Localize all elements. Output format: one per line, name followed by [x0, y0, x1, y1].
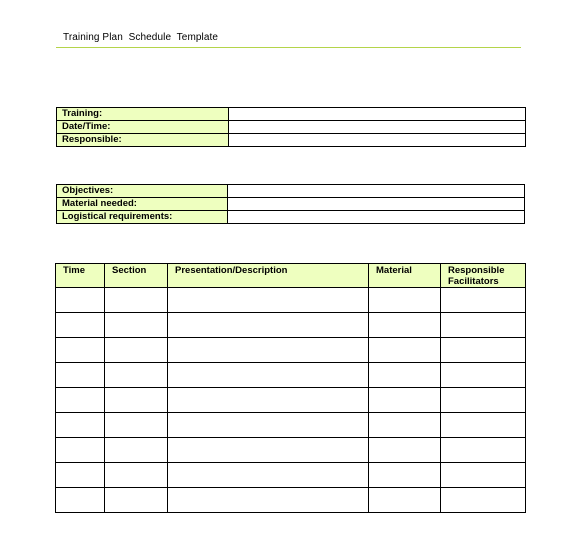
material-cell[interactable]	[369, 438, 441, 463]
responsible-label: Responsible:	[57, 134, 229, 147]
table-row	[56, 313, 526, 338]
material-cell[interactable]	[369, 338, 441, 363]
time-cell[interactable]	[56, 363, 105, 388]
table-row	[56, 463, 526, 488]
presentation-description-cell[interactable]	[168, 338, 369, 363]
section-cell[interactable]	[105, 288, 168, 313]
responsible-facilitators-cell[interactable]	[441, 413, 526, 438]
time-cell[interactable]	[56, 488, 105, 513]
presentation-description-cell[interactable]	[168, 488, 369, 513]
material-needed-field[interactable]	[228, 198, 525, 211]
responsible-facilitators-cell[interactable]	[441, 288, 526, 313]
table-row	[56, 388, 526, 413]
table-row	[56, 288, 526, 313]
table-row	[57, 134, 526, 147]
time-cell[interactable]	[56, 388, 105, 413]
presentation-description-cell[interactable]	[168, 388, 369, 413]
title-underline	[56, 47, 521, 48]
table-row	[57, 121, 526, 134]
table-row	[56, 488, 526, 513]
table-row	[56, 363, 526, 388]
table-row	[57, 108, 526, 121]
section-cell[interactable]	[105, 438, 168, 463]
material-cell[interactable]	[369, 413, 441, 438]
presentation-description-cell[interactable]	[168, 438, 369, 463]
presentation-description-cell[interactable]	[168, 313, 369, 338]
table-row	[57, 198, 525, 211]
table-row	[57, 211, 525, 224]
table-row	[57, 185, 525, 198]
section-cell[interactable]	[105, 413, 168, 438]
section-cell[interactable]	[105, 338, 168, 363]
time-cell[interactable]	[56, 438, 105, 463]
objectives-label: Objectives:	[57, 185, 228, 198]
responsible-facilitators-cell[interactable]	[441, 313, 526, 338]
presentation-description-cell[interactable]	[168, 363, 369, 388]
material-cell[interactable]	[369, 463, 441, 488]
material-cell[interactable]	[369, 488, 441, 513]
section-cell[interactable]	[105, 388, 168, 413]
column-header-responsible-facilitators: Responsible Facilitators	[441, 264, 526, 288]
table-row	[56, 413, 526, 438]
objectives-field[interactable]	[228, 185, 525, 198]
time-cell[interactable]	[56, 338, 105, 363]
training-info-table	[56, 107, 526, 147]
responsible-field[interactable]	[229, 134, 526, 147]
material-needed-label: Material needed:	[57, 198, 228, 211]
responsible-facilitators-cell[interactable]	[441, 363, 526, 388]
presentation-description-cell[interactable]	[168, 288, 369, 313]
responsible-facilitators-cell[interactable]	[441, 463, 526, 488]
responsible-facilitators-cell[interactable]	[441, 488, 526, 513]
date-time-label: Date/Time:	[57, 121, 229, 134]
responsible-facilitators-cell[interactable]	[441, 338, 526, 363]
time-cell[interactable]	[56, 288, 105, 313]
column-header-material: Material	[369, 264, 441, 288]
schedule-header-row	[56, 264, 526, 288]
material-cell[interactable]	[369, 363, 441, 388]
section-cell[interactable]	[105, 313, 168, 338]
logistical-requirements-field[interactable]	[228, 211, 525, 224]
time-cell[interactable]	[56, 413, 105, 438]
training-field[interactable]	[229, 108, 526, 121]
schedule-body	[56, 288, 526, 513]
column-header-time: Time	[56, 264, 105, 288]
column-header-presentation-description: Presentation/Description	[168, 264, 369, 288]
date-time-field[interactable]	[229, 121, 526, 134]
schedule-table	[55, 263, 526, 513]
column-header-section: Section	[105, 264, 168, 288]
training-label: Training:	[57, 108, 229, 121]
section-cell[interactable]	[105, 363, 168, 388]
document-title: Training Plan Schedule Template	[63, 32, 219, 43]
material-cell[interactable]	[369, 388, 441, 413]
presentation-description-cell[interactable]	[168, 463, 369, 488]
time-cell[interactable]	[56, 463, 105, 488]
table-row	[56, 438, 526, 463]
logistical-requirements-label: Logistical requirements:	[57, 211, 228, 224]
objectives-table	[56, 184, 525, 224]
presentation-description-cell[interactable]	[168, 413, 369, 438]
section-cell[interactable]	[105, 463, 168, 488]
table-row	[56, 338, 526, 363]
responsible-facilitators-cell[interactable]	[441, 388, 526, 413]
material-cell[interactable]	[369, 313, 441, 338]
responsible-facilitators-cell[interactable]	[441, 438, 526, 463]
time-cell[interactable]	[56, 313, 105, 338]
section-cell[interactable]	[105, 488, 168, 513]
material-cell[interactable]	[369, 288, 441, 313]
